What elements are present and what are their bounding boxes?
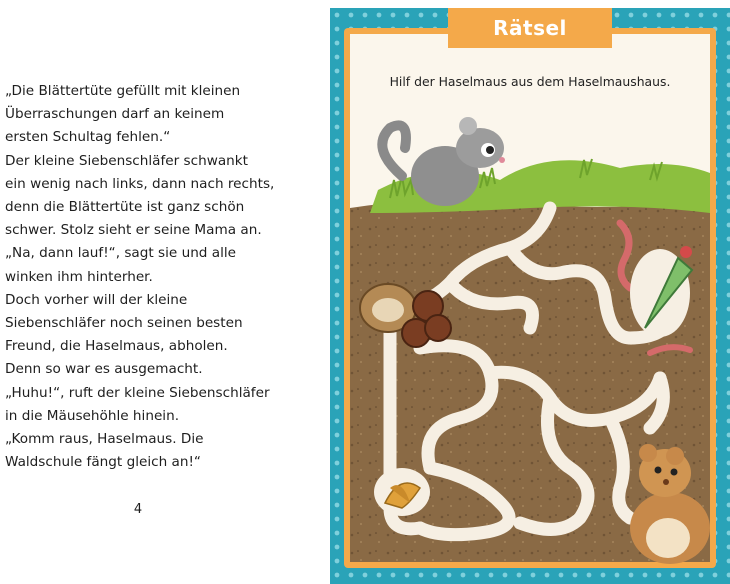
page-number: 4 bbox=[133, 502, 143, 517]
story-line: „Na, dann lauf!“, sagt sie und alle bbox=[5, 245, 237, 262]
story-line: „Huhu!“, ruft der kleine Siebenschläfer bbox=[5, 384, 270, 401]
story-line: ein wenig nach links, dann nach rechts, bbox=[5, 175, 275, 192]
story-text bbox=[5, 80, 325, 474]
story-line: „Die Blättertüte gefüllt mit kleinen bbox=[5, 83, 241, 99]
story-line: denn die Blättertüte ist ganz schön bbox=[5, 199, 245, 216]
story-line: in die Mäusehöhle hinein. bbox=[5, 407, 180, 424]
story-line: Denn so war es ausgemacht. bbox=[5, 361, 203, 378]
story-line: winken ihm hinterher. bbox=[5, 268, 153, 285]
story-line: „Komm raus, Haselmaus. Die bbox=[5, 431, 204, 448]
story-line: schwer. Stolz sieht er seine Mama an. bbox=[5, 222, 262, 239]
puzzle-page bbox=[330, 8, 730, 584]
story-line: ersten Schultag fehlen.“ bbox=[5, 129, 171, 146]
story-line: Freund, die Haselmaus, abholen. bbox=[5, 338, 228, 355]
story-line: Doch vorher will der kleine bbox=[5, 291, 188, 308]
puzzle-title: Rätsel bbox=[448, 8, 612, 48]
story-line: Der kleine Siebenschläfer schwankt bbox=[5, 152, 248, 169]
leaf-pile-goal bbox=[374, 468, 430, 516]
puzzle-illustration bbox=[330, 8, 730, 584]
puzzle-instruction: Hilf der Haselmaus aus dem Haselmaushaus. bbox=[389, 74, 671, 89]
story-line: Siebenschläfer noch seinen besten bbox=[5, 315, 243, 332]
story-line: Überraschungen darf an keinem bbox=[5, 106, 225, 123]
story-line: Waldschule fängt gleich an!“ bbox=[5, 454, 201, 471]
left-page bbox=[0, 0, 330, 584]
